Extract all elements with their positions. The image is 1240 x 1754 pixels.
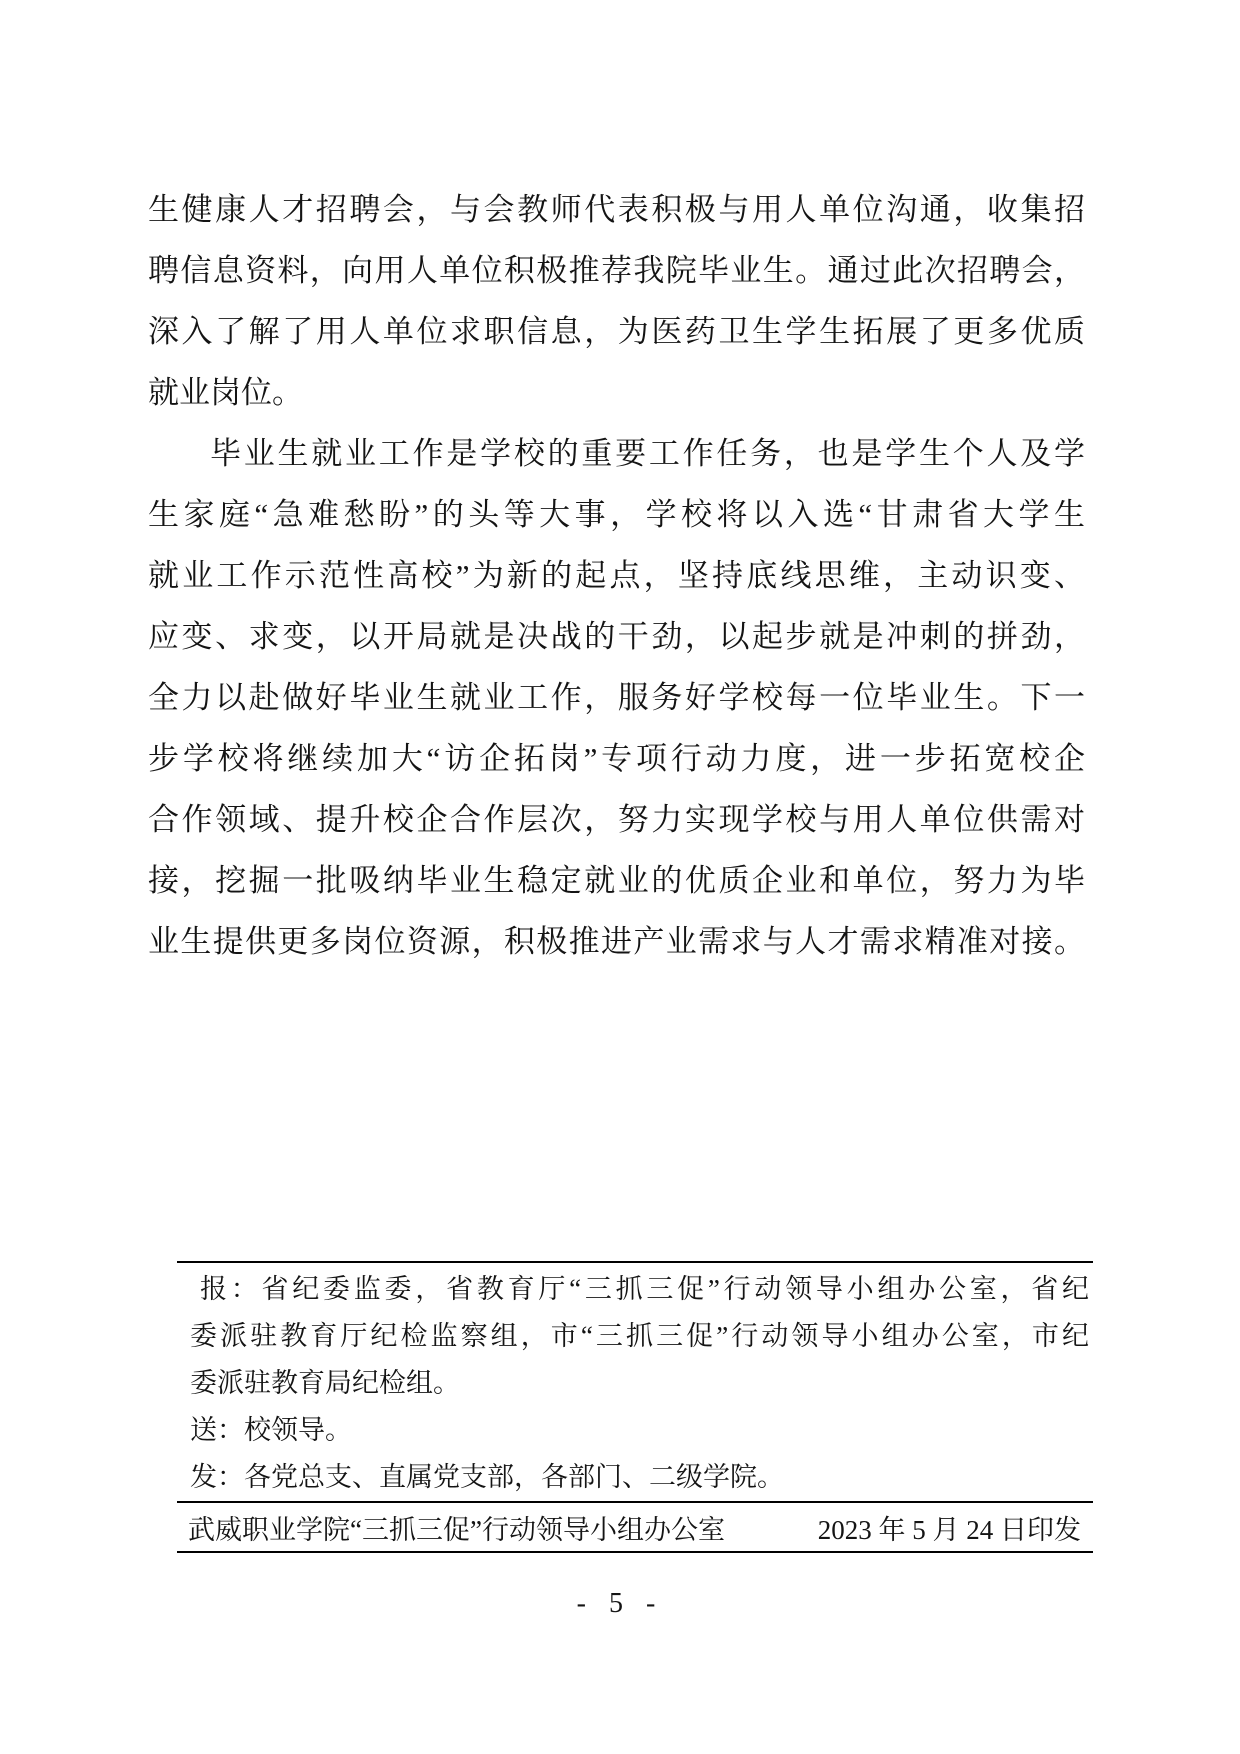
report-line: 报：省纪委监委，省教育厅“三抓三促”行动领导小组办公室，省纪 xyxy=(200,1274,1089,1304)
report-line: 委派驻教育厅纪检监察组，市“三抓三促”行动领导小组办公室，市纪 xyxy=(190,1321,1089,1351)
body-line: 就业工作示范性高校”为新的起点，坚持底线思维，主动识变、 xyxy=(148,558,1085,593)
footer-block xyxy=(177,1261,1093,1553)
send-line: 送：校领导。 xyxy=(190,1415,352,1445)
body-line: 接，挖掘一批吸纳毕业生稳定就业的优质企业和单位，努力为毕 xyxy=(148,863,1085,898)
body-line: 合作领域、提升校企合作层次，努力实现学校与用人单位供需对 xyxy=(148,802,1085,837)
report-line: 委派驻教育局纪检组。 xyxy=(190,1368,460,1398)
body-line: 步学校将继续加大“访企拓岗”专项行动力度，进一步拓宽校企 xyxy=(148,741,1085,776)
colophon-date: 2023 年 5 月 24 日印发 xyxy=(817,1514,1081,1545)
body-line: 业生提供更多岗位资源，积极推进产业需求与人才需求精准对接。 xyxy=(148,924,1085,959)
body-line: 聘信息资料，向用人单位积极推荐我院毕业生。通过此次招聘会， xyxy=(148,253,1085,288)
body-line: 生健康人才招聘会，与会教师代表积极与用人单位沟通，收集招 xyxy=(148,192,1085,227)
colophon-office: 武威职业学院“三抓三促”行动领导小组办公室 xyxy=(188,1514,725,1545)
body-line: 深入了解了用人单位求职信息，为医药卫生学生拓展了更多优质 xyxy=(148,314,1085,349)
body-line: 就业岗位。 xyxy=(148,375,303,410)
body-line: 毕业生就业工作是学校的重要工作任务，也是学生个人及学 xyxy=(210,436,1085,471)
body-line: 生家庭“急难愁盼”的头等大事，学校将以入选“甘肃省大学生 xyxy=(148,497,1085,532)
body-line: 应变、求变，以开局就是决战的干劲，以起步就是冲刺的拼劲， xyxy=(148,619,1085,654)
separator-bottom xyxy=(177,1551,1093,1553)
body-line: 全力以赴做好毕业生就业工作，服务好学校每一位毕业生。下一 xyxy=(148,680,1085,715)
issue-line: 发：各党总支、直属党支部，各部门、二级学院。 xyxy=(190,1462,784,1492)
distribution-block xyxy=(177,1263,1093,1501)
colophon xyxy=(177,1503,1093,1551)
body-text xyxy=(148,179,1085,972)
page-number: - 5 - xyxy=(576,1588,664,1619)
